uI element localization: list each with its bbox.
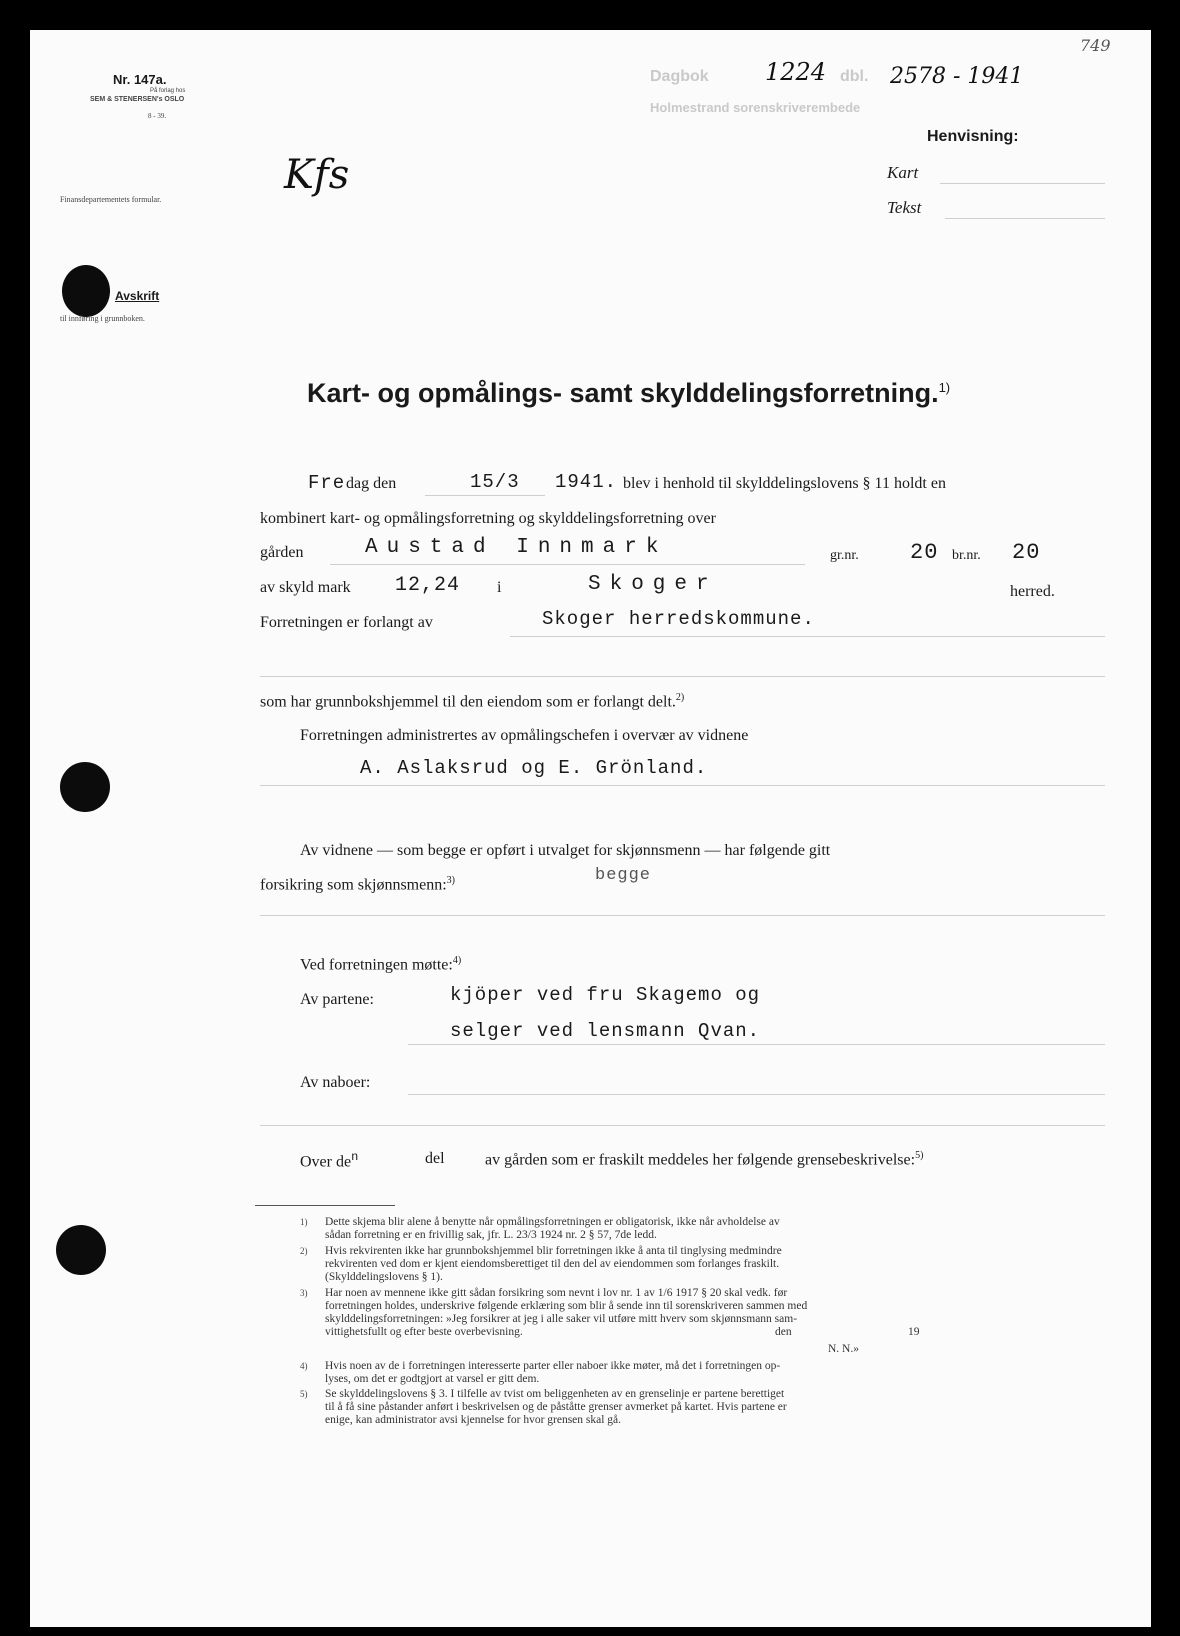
footnote-3-den: den <box>775 1326 792 1338</box>
herred-label: herred. <box>1010 583 1055 600</box>
ref-kart: Kart <box>887 163 919 182</box>
requested-label: Forretningen er forlangt av <box>260 614 433 631</box>
over-text: Over $de^n$ <box>300 1150 359 1171</box>
publisher-line1: På forlag hos <box>150 88 186 94</box>
forsikring-text: forsikring som skjønnsmenn:$^{3)}$ <box>260 875 456 894</box>
corner-number: 749 <box>1080 36 1111 55</box>
vidner-text: Av vidnene — som begge er opført i utvalget for skjønnsmenn — har følgende gitt <box>300 842 831 859</box>
document-page <box>30 30 1151 1627</box>
i-label: i <box>497 579 502 596</box>
grnr-value: 20 <box>910 540 939 565</box>
footnote-3-sign: N. N.» <box>828 1343 859 1355</box>
over-rest-text: av gården som er fraskilt meddeles her følgende grensebeskrivelse:$^{5)}$ <box>485 1150 924 1169</box>
journal-dbl-label: dbl. <box>840 68 869 85</box>
motte-text: Ved forretningen møtte:$^{4)}$ <box>300 955 462 974</box>
skyld-value: 12,24 <box>395 574 461 597</box>
ref-tekst: Tekst <box>887 198 922 217</box>
punch-hole <box>62 265 110 317</box>
admin-text: Forretningen administrertes av opmålingschefen i overvær av vidnene <box>300 727 749 744</box>
punch-hole <box>60 762 110 812</box>
line1-text: blev i henhold til skylddelingslovens § 11 holdt en <box>623 475 946 492</box>
municipality-name: Skoger <box>588 573 718 596</box>
ministry-form-label: Finansdepartementets formular. <box>60 195 162 204</box>
office-label: Holmestrand sorenskriverembede <box>650 100 861 115</box>
form-number: Nr. 147a. <box>113 72 167 87</box>
footnote-4: Hvis noen av de i forretningen interesserte parter eller naboer ikke møter, må det i forretningen op- lyses, om det er godtgjort at varsel er gitt dem. <box>325 1360 781 1385</box>
year-value: 1941. <box>555 471 618 493</box>
footnote-1: Dette skjema blir alene å benytte når opmålingsforretningen er obligatorisk, ikke når avholdelse av sådan forretning er en frivillig sak, jfr. L. 23/3 1924 nr. 2 § 57, 7de ledd. <box>325 1216 780 1241</box>
farm-name: Austad Innmark <box>365 536 668 559</box>
brnr-value: 20 <box>1012 540 1041 565</box>
naboer-label: Av naboer: <box>300 1074 371 1091</box>
document-title: Kart- og opmålings- samt skylddelingsforretning.$^{1)}$ <box>307 378 951 408</box>
partene-label: Av partene: <box>300 991 374 1008</box>
journal-label: Dagbok <box>650 68 709 85</box>
footnote-number: 1) <box>300 1217 308 1227</box>
punch-hole <box>56 1225 106 1275</box>
footnote-2: Hvis rekvirenten ikke har grunnbokshjemmel blir forretningen ikke å anta til tinglysing medmindre rekvirenten ved dom er kjent eiendomsberettiget til den del av eiendommen som forlanges fraskilt. (Skylddelingslovens § 1). <box>325 1245 782 1283</box>
footnote-5: Se skylddelingslovens § 3. I tilfelle av tvist om beliggenheten av en grenselinje er partene berettiget til å få sine påstander anført i beskrivelsen og de påståtte grenser avmerket på kartet. Hvis partene er enige, kan administrator avsi kjennelse for hvor grensen skal gå. <box>325 1388 787 1426</box>
publisher-date: 8 - 39. <box>148 112 167 120</box>
publisher-line2: SEM & STENERSEN's OSLO <box>90 96 185 103</box>
brnr-label: br.nr. <box>952 548 981 563</box>
witnesses: A. Aslaksrud og E. Grönland. <box>360 757 708 779</box>
hjemmel-text: som har grunnbokshjemmel til den eiendom som er forlangt delt.$^{2)}$ <box>260 692 685 711</box>
date-value: 15/3 <box>470 471 520 493</box>
copy-subtitle: til innføring i grunnboken. <box>60 314 145 323</box>
footnote-number: 5) <box>300 1389 308 1399</box>
requested-by: Skoger herredskommune. <box>542 608 815 630</box>
grnr-label: gr.nr. <box>830 548 859 563</box>
forsikring-value: begge <box>595 866 652 885</box>
footnote-number: 4) <box>300 1361 308 1371</box>
partene-line2: selger ved lensmann Qvan. <box>450 1020 761 1042</box>
partene-line1: kjöper ved fru Skagemo og <box>450 984 761 1006</box>
footnote-number: 3) <box>300 1288 308 1298</box>
journal-year: 2578 - 1941 <box>890 64 1024 89</box>
weekday-suffix-label: dag den <box>346 475 397 492</box>
footnote-number: 2) <box>300 1246 308 1256</box>
journal-number: 1224 <box>765 58 827 86</box>
handwritten-initials: Kfs <box>284 152 350 198</box>
line2-text: kombinert kart- og opmålingsforretning og skylddelingsforretning over <box>260 510 716 527</box>
over-del-label: del <box>425 1150 445 1167</box>
footnote-3-year: 19 <box>908 1326 920 1338</box>
farm-label: gården <box>260 544 304 561</box>
skyld-label: av skyld mark <box>260 579 351 596</box>
reference-label: Henvisning: <box>927 128 1019 145</box>
footnote-3: Har noen av mennene ikke gitt sådan forsikring som nevnt i lov nr. 1 av 1/6 1917 § 20 skal vedk. før forretningen holdes, underskrive følgende erklæring som blir å sende inn til sorenskriveren sammen med skylddelingsforretningen: »Jeg forsikrer at jeg i alle saker vil utføre mitt hverv som skjønnsmann sam- vittighetsfullt og efter beste overbevisning. <box>325 1287 808 1338</box>
copy-title: Avskrift <box>115 289 160 303</box>
weekday-prefix: Fre <box>308 472 346 494</box>
